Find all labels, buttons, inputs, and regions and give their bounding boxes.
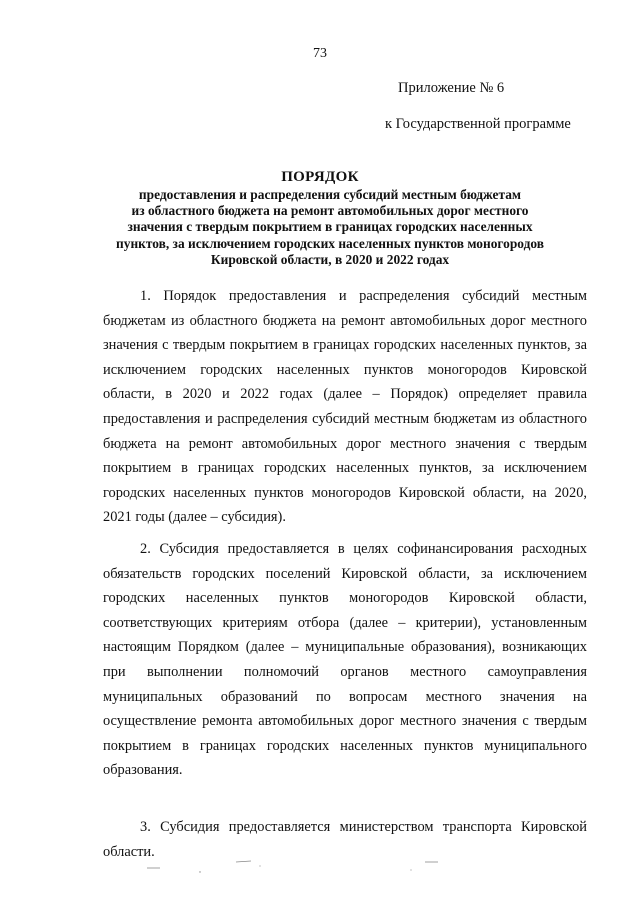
paragraph-1 [103,284,587,530]
paragraph-line: обязательств городских поселений Кировской области, за исключением [103,565,587,582]
subtitle-line: предоставления и распределения субсидий местным бюджетам [138,187,522,202]
paragraph-line: покрытием в границах городских населенных пунктов, за исключением [103,460,587,477]
paragraph-line: исключением городских населенных пунктов моногородов Кировской [103,361,587,378]
paragraph-line: покрытием в границах городских населенных пунктов муниципального [103,737,587,754]
subtitle-line: из областного бюджета на ремонт автомобильных дорог местного [131,203,529,219]
paragraph-2 [103,537,587,783]
paragraph-line: бюджетам из областного бюджета на ремонт автомобильных дорог местного [103,312,587,329]
page-number: 73 [313,46,327,61]
appendix-reference: к Государственной программе [385,116,571,132]
document-subtitle [90,187,570,268]
scan-noise [0,858,640,878]
paragraph-3 [103,815,587,864]
paragraph-line: настоящим Порядком (далее – муниципальные образования), возникающих [103,639,587,656]
paragraph-line: бюджета на ремонт автомобильных дорог местного значения с твердым [103,435,587,452]
paragraph-line: 2. Субсидия предоставляется в целях софинансирования расходных [140,541,587,557]
paragraph-line: 2021 годы (далее – субсидия). [103,509,286,526]
paragraph-line: соответствующих критериям отбора (далее – критерии), установленным [103,614,587,631]
subtitle-line: значения с твердым покрытием в границах городских населенных [127,219,533,235]
subtitle-line: пунктов, за исключением городских населенных пунктов моногородов [116,235,544,251]
paragraph-line: городских населенных пунктов моногородов Кировской области, на 2020, [103,484,587,501]
appendix-number: Приложение № 6 [398,80,505,96]
document-title: ПОРЯДОК [281,169,359,185]
subtitle-line: Кировской области, в 2020 и 2022 годах [210,251,450,267]
paragraph-line: при выполнении полномочий органов местного самоуправления [103,663,587,680]
paragraph-line: области, в 2020 и 2022 годах (далее – Порядок) определяет правила [103,386,587,403]
paragraph-line: значения с твердым покрытием в границах городских населенных пунктов, за [103,337,587,354]
paragraph-line: 1. Порядок предоставления и распределения субсидий местным [140,288,587,304]
paragraph-line: муниципальных образований по вопросам местного значения на [103,688,587,705]
paragraph-line: городских населенных пунктов моногородов Кировской области, [103,590,587,607]
paragraph-line: образования. [103,762,183,779]
paragraph-line: 3. Субсидия предоставляется министерством транспорта Кировской [140,819,587,835]
paragraph-line: предоставления и распределения субсидий местным бюджетам из областного [103,410,587,427]
paragraph-line: области. [103,843,155,860]
paragraph-line: осуществление ремонта автомобильных дорог местного значения с твердым [103,713,587,730]
